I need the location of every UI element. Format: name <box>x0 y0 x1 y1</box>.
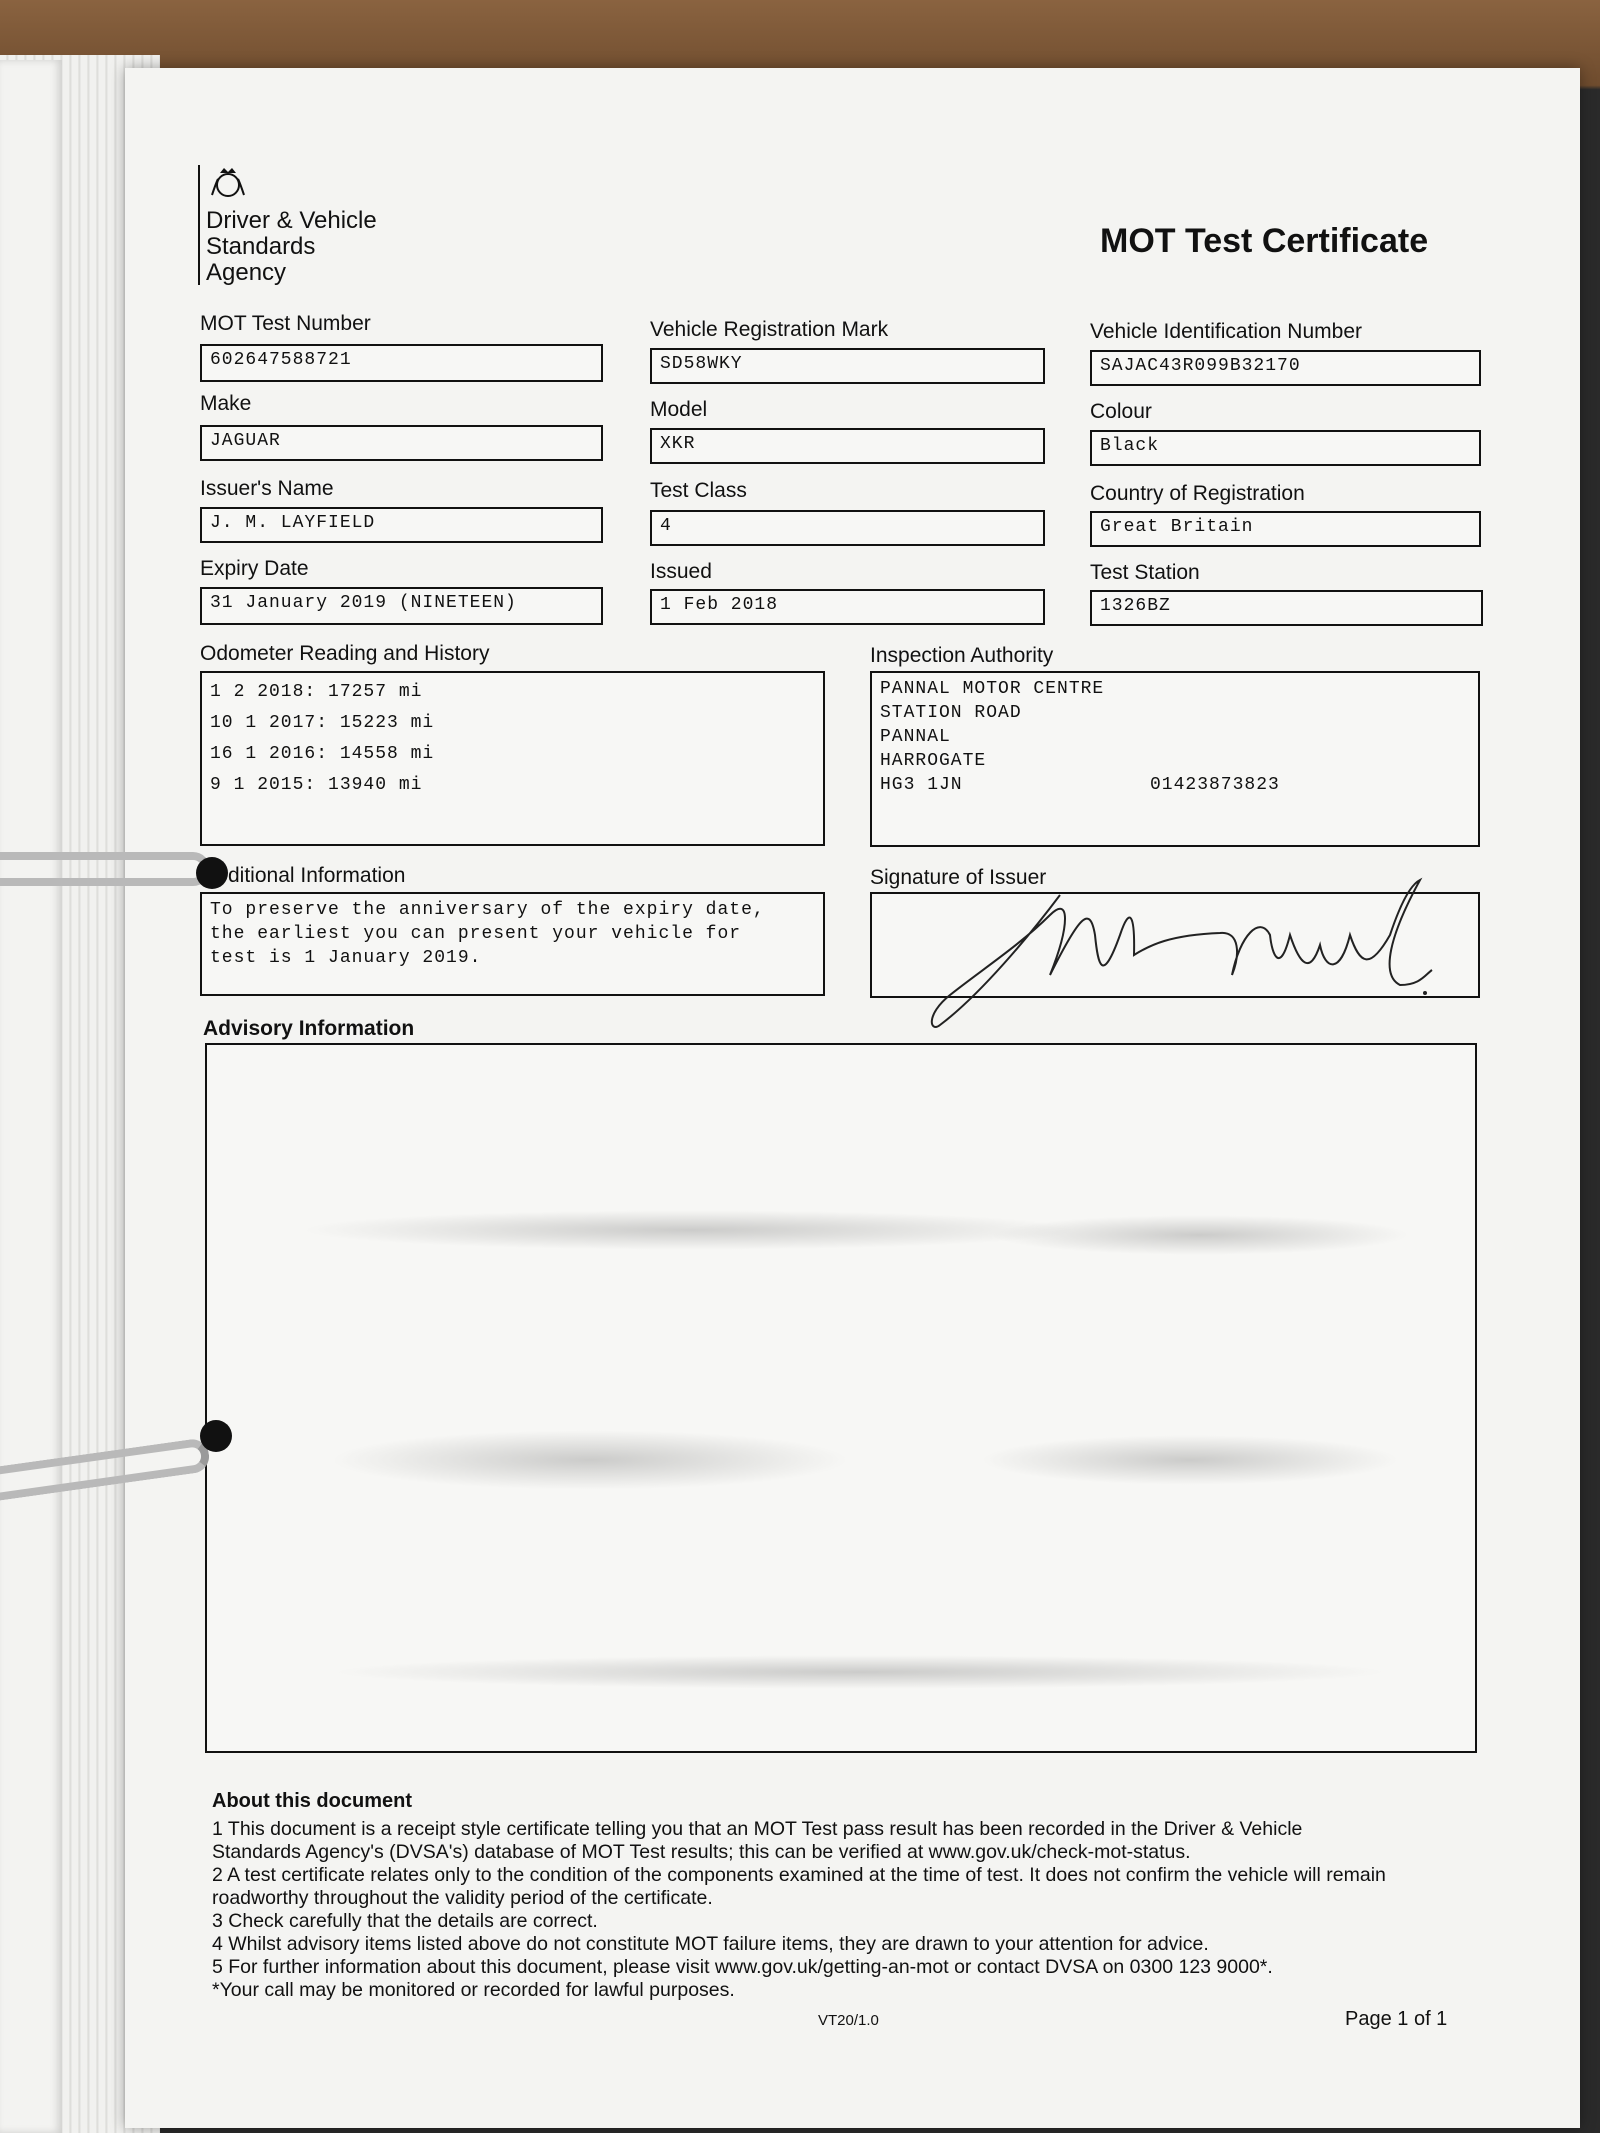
issued-field: 1 Feb 2018 <box>650 589 1045 625</box>
make-label: Make <box>200 392 252 415</box>
print-smudge <box>300 1210 1080 1250</box>
odometer-entry: 10 1 2017: 15223 mi <box>210 713 435 733</box>
expiry-date-field: 31 January 2019 (NINETEEN) <box>200 587 603 625</box>
agency-line-3: Agency <box>206 259 287 286</box>
additional-information-label: ditional Information <box>228 864 406 887</box>
about-title: About this document <box>212 1790 412 1812</box>
agency-name <box>198 208 377 286</box>
binder-ring <box>0 852 210 886</box>
form-code: VT20/1.0 <box>818 2012 879 2029</box>
odometer-history-box <box>200 671 825 846</box>
odometer-entry: 1 2 2018: 17257 mi <box>210 682 423 702</box>
vrm-label: Vehicle Registration Mark <box>650 318 889 341</box>
inspection-address-line: PANNAL <box>880 727 951 747</box>
punch-hole <box>196 857 228 889</box>
print-smudge <box>330 1655 1390 1689</box>
inspection-address-line: STATION ROAD <box>880 703 1022 723</box>
issuer-name-field: J. M. LAYFIELD <box>200 507 603 543</box>
about-text <box>212 1818 1512 2002</box>
odometer-entry: 16 1 2016: 14558 mi <box>210 744 435 764</box>
about-line: 5 For further information about this document, please visit www.gov.uk/getting-an-mot or contact DVSA on 0300 123 9000*. <box>212 1956 1273 1978</box>
inspection-authority-box <box>870 671 1480 847</box>
model-field: XKR <box>650 428 1045 464</box>
make-field: JAGUAR <box>200 425 603 461</box>
print-smudge <box>980 1435 1400 1485</box>
about-line: Standards Agency's (DVSA's) database of MOT Test results; this can be verified at www.gov.uk/check-mot-status. <box>212 1841 1191 1863</box>
odometer-label: Odometer Reading and History <box>200 642 490 665</box>
page-number: Page 1 of 1 <box>1345 2008 1448 2030</box>
advisory-information-box <box>205 1043 1477 1753</box>
about-line: 2 A test certificate relates only to the condition of the components examined at the time of test. It does not confirm the vehicle will remain <box>212 1864 1386 1886</box>
additional-information-box <box>200 892 825 996</box>
vin-field: SAJAC43R099B32170 <box>1090 350 1481 386</box>
page-title: MOT Test Certificate <box>1100 222 1429 260</box>
about-line: 1 This document is a receipt style certificate telling you that an MOT Test pass result has been recorded in the Driver & Vehicle <box>212 1818 1303 1840</box>
inspection-authority-label: Inspection Authority <box>870 644 1054 667</box>
agency-line-2: Standards <box>206 233 316 260</box>
about-line: *Your call may be monitored or recorded for lawful purposes. <box>212 1979 735 2001</box>
test-class-label: Test Class <box>650 479 747 502</box>
inspection-address-line: HARROGATE <box>880 751 987 771</box>
test-class-field: 4 <box>650 510 1045 546</box>
colour-field: Black <box>1090 430 1481 466</box>
colour-label: Colour <box>1090 400 1152 423</box>
punch-hole <box>200 1420 232 1452</box>
print-smudge <box>990 1215 1410 1255</box>
country-field: Great Britain <box>1090 511 1481 547</box>
about-line: 3 Check carefully that the details are correct. <box>212 1910 598 1932</box>
issued-label: Issued <box>650 560 712 583</box>
agency-line-1: Driver & Vehicle <box>206 207 377 234</box>
mot-test-number-field: 602647588721 <box>200 344 603 382</box>
expiry-date-label: Expiry Date <box>200 557 309 580</box>
advisory-information-label: Advisory Information <box>203 1017 415 1040</box>
test-station-field: 1326BZ <box>1090 590 1483 626</box>
about-line: 4 Whilst advisory items listed above do not constitute MOT failure items, they are drawn to your attention for advice. <box>212 1933 1209 1955</box>
odometer-entry: 9 1 2015: 13940 mi <box>210 775 423 795</box>
royal-crest-icon <box>208 165 248 201</box>
inspection-address-line: HG3 1JN <box>880 775 963 795</box>
additional-info-line: the earliest you can present your vehicle for <box>210 924 742 944</box>
vin-label: Vehicle Identification Number <box>1090 320 1362 343</box>
inspection-phone: 01423873823 <box>1150 775 1280 795</box>
additional-info-line: To preserve the anniversary of the expiry date, <box>210 900 765 920</box>
additional-info-line: test is 1 January 2019. <box>210 948 482 968</box>
vrm-field: SD58WKY <box>650 348 1045 384</box>
issuer-signature-image <box>920 875 1480 1035</box>
about-line: roadworthy throughout the validity period of the certificate. <box>212 1887 713 1909</box>
print-smudge <box>330 1430 850 1490</box>
signature-label: Signature of Issuer <box>870 866 1047 889</box>
issuer-name-label: Issuer's Name <box>200 477 334 500</box>
model-label: Model <box>650 398 708 421</box>
country-label: Country of Registration <box>1090 482 1305 505</box>
test-station-label: Test Station <box>1090 561 1200 584</box>
left-facing-page <box>0 60 62 2133</box>
inspection-address-line: PANNAL MOTOR CENTRE <box>880 679 1105 699</box>
mot-test-number-label: MOT Test Number <box>200 312 371 335</box>
